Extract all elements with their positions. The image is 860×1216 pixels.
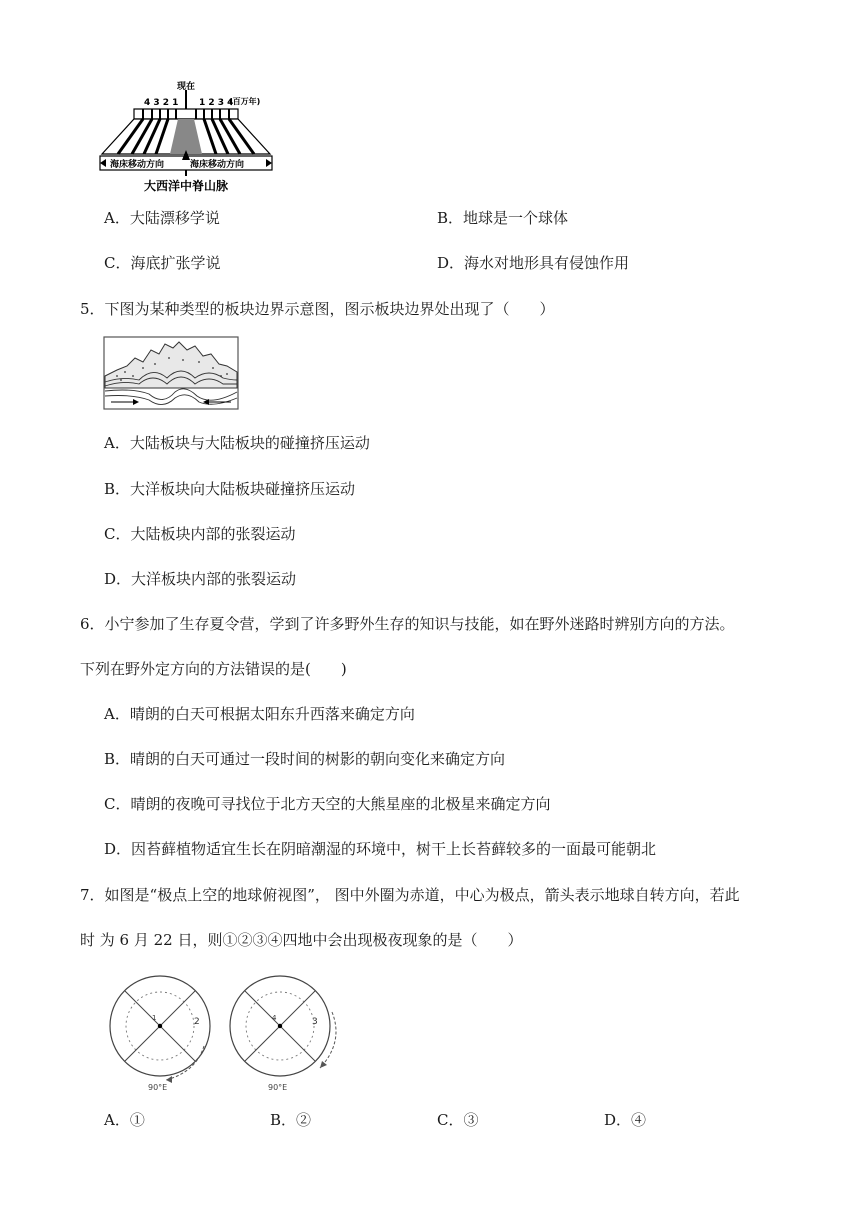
q5-option-a[interactable] — [104, 432, 370, 453]
q6-stem-line1: 6．小宁参加了生存夏令营，学到了许多野外生存的知识与技能，如在野外迷路时辨别方向的方法。 — [80, 615, 735, 633]
ridge-label: 大西洋中脊山脉 — [143, 179, 229, 193]
option-letter: B． — [437, 209, 464, 227]
fig-label-left: 90°E — [148, 1083, 168, 1092]
option-text: 大洋板块内部的张裂运动 — [131, 570, 297, 588]
q6-option-d[interactable] — [104, 838, 656, 859]
option-text: 大陆板块与大陆板块的碰撞挤压运动 — [129, 434, 370, 452]
svg-text:3: 3 — [312, 1017, 318, 1027]
q6-option-c[interactable] — [104, 793, 551, 814]
q6-option-b[interactable] — [104, 748, 505, 769]
q7-option-c[interactable] — [437, 1109, 479, 1130]
option-letter: A． — [104, 705, 130, 723]
option-text: 大陆板块内部的张裂运动 — [130, 525, 296, 543]
scale-left-label: 4 3 2 1 — [144, 98, 179, 108]
option-text: ④ — [631, 1111, 647, 1129]
option-letter: B． — [104, 480, 131, 498]
seafloor-spreading-figure — [98, 78, 288, 198]
svg-text:2: 2 — [194, 1017, 200, 1027]
option-text: 海水对地形具有侵蚀作用 — [464, 254, 630, 272]
option-letter: D． — [437, 254, 465, 272]
unit-label: (百万年) — [229, 97, 261, 106]
q4-option-b[interactable] — [437, 207, 568, 228]
q7-option-a[interactable] — [104, 1109, 145, 1130]
svg-text:4: 4 — [272, 1014, 277, 1022]
option-text: 大洋板块向大陆板块碰撞挤压运动 — [130, 480, 356, 498]
q7-stem-line2: 时 为 6 月 22 日，则①②③④四地中会出现极夜现象的是（ ） — [80, 931, 523, 949]
option-text: 因苔藓植物适宜生长在阴暗潮湿的环境中，树干上长苔藓较多的一面最可能朝北 — [131, 840, 657, 858]
q5-option-c[interactable] — [104, 523, 296, 544]
option-letter: B． — [104, 750, 131, 768]
fig-label-right: 90°E — [268, 1083, 288, 1092]
option-text: 海底扩张学说 — [130, 254, 221, 272]
q5-option-d[interactable] — [104, 568, 296, 589]
now-label: 现在 — [176, 82, 196, 92]
option-text: 地球是一个球体 — [463, 209, 569, 227]
q6-option-a[interactable] — [104, 703, 415, 724]
option-letter: C． — [104, 254, 131, 272]
option-text: 晴朗的白天可根据太阳东升西落来确定方向 — [129, 705, 415, 723]
q4-option-c[interactable] — [104, 252, 221, 273]
rotation-arrowhead-icon — [320, 1061, 327, 1068]
q4-option-d[interactable] — [437, 252, 629, 273]
q7-option-d[interactable] — [604, 1109, 646, 1130]
option-text: ① — [129, 1111, 145, 1129]
option-letter: D． — [104, 570, 132, 588]
q4-option-a[interactable] — [104, 207, 220, 228]
rotation-arrowhead-icon — [166, 1076, 172, 1083]
scale-right-label: 1 2 3 4 — [199, 98, 234, 108]
move-right-label: 海床移动方向 — [190, 160, 245, 170]
q7-stem-line1: 7．如图是“极点上空的地球俯视图”， 图中外圈为赤道，中心为极点，箭头表示地球自转方向，若此 — [80, 886, 740, 904]
option-letter: B． — [270, 1111, 297, 1129]
q5-option-b[interactable] — [104, 478, 355, 499]
option-letter: D． — [604, 1111, 632, 1129]
seafloor-spreading-diagram — [98, 78, 288, 198]
option-text: 大陆漂移学说 — [129, 209, 220, 227]
polar-globe-left — [110, 976, 210, 1092]
plate-boundary-figure — [103, 336, 239, 410]
polar-globe-right — [230, 976, 336, 1092]
option-text: ② — [296, 1111, 312, 1129]
plate-boundary-diagram — [103, 336, 239, 410]
option-letter: D． — [104, 840, 132, 858]
move-left-label: 海床移动方向 — [110, 160, 165, 170]
q7-option-b[interactable] — [270, 1109, 311, 1130]
option-letter: C． — [437, 1111, 464, 1129]
option-letter: A． — [104, 209, 130, 227]
svg-text:1: 1 — [152, 1014, 157, 1022]
stripe-bar-top — [134, 109, 238, 119]
polar-view-figure — [106, 972, 362, 1094]
option-letter: C． — [104, 525, 131, 543]
option-text: 晴朗的白天可通过一段时间的树影的朝向变化来确定方向 — [130, 750, 506, 768]
q5-stem: 5．下图为某种类型的板块边界示意图，图示板块边界处出现了（ ） — [80, 300, 555, 318]
polar-view-diagram — [106, 972, 362, 1094]
option-text: 晴朗的夜晚可寻找位于北方天空的大熊星座的北极星来确定方向 — [130, 795, 551, 813]
option-text: ③ — [463, 1111, 479, 1129]
q6-stem-line2: 下列在野外定方向的方法错误的是( ) — [80, 660, 347, 678]
option-letter: C． — [104, 795, 131, 813]
option-letter: A． — [104, 1111, 130, 1129]
option-letter: A． — [104, 434, 130, 452]
